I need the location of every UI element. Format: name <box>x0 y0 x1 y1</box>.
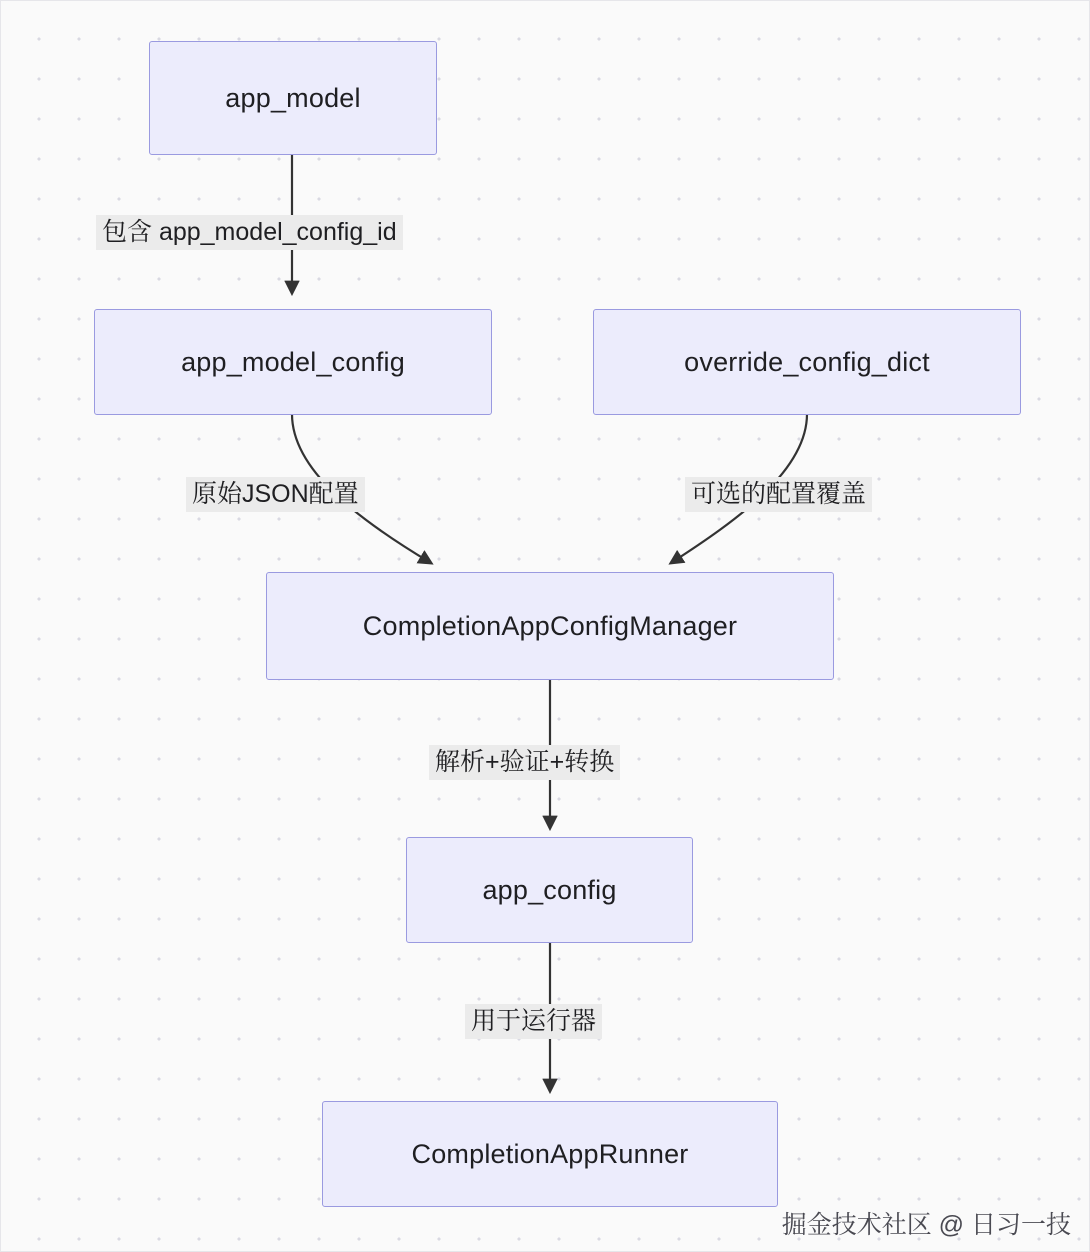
node-completion-app-runner[interactable] <box>322 1101 778 1207</box>
node-label: app_model_config <box>181 346 405 377</box>
edge-label-raw-json-config: 原始JSON配置 <box>186 477 365 512</box>
edge-label-optional-config-override: 可选的配置覆盖 <box>685 477 872 512</box>
node-app-model[interactable] <box>149 41 437 155</box>
node-completion-app-config-manager[interactable] <box>266 572 834 680</box>
node-override-config-dict[interactable] <box>593 309 1021 415</box>
watermark: 掘金技术社区 @ 日习一技 <box>781 1211 1071 1239</box>
node-app-config[interactable] <box>406 837 693 943</box>
edge-label-contains-app-model-config-id: 包含 app_model_config_id <box>96 215 403 250</box>
node-label: app_config <box>482 874 617 905</box>
node-label: CompletionAppConfigManager <box>362 610 738 641</box>
node-label: app_model <box>225 82 361 113</box>
edge-label-parse-validate-convert: 解析+验证+转换 <box>429 745 620 780</box>
node-app-model-config[interactable] <box>94 309 492 415</box>
node-label: override_config_dict <box>684 346 930 377</box>
edge-label-used-by-runner: 用于运行器 <box>465 1004 602 1039</box>
node-label: CompletionAppRunner <box>411 1138 689 1169</box>
